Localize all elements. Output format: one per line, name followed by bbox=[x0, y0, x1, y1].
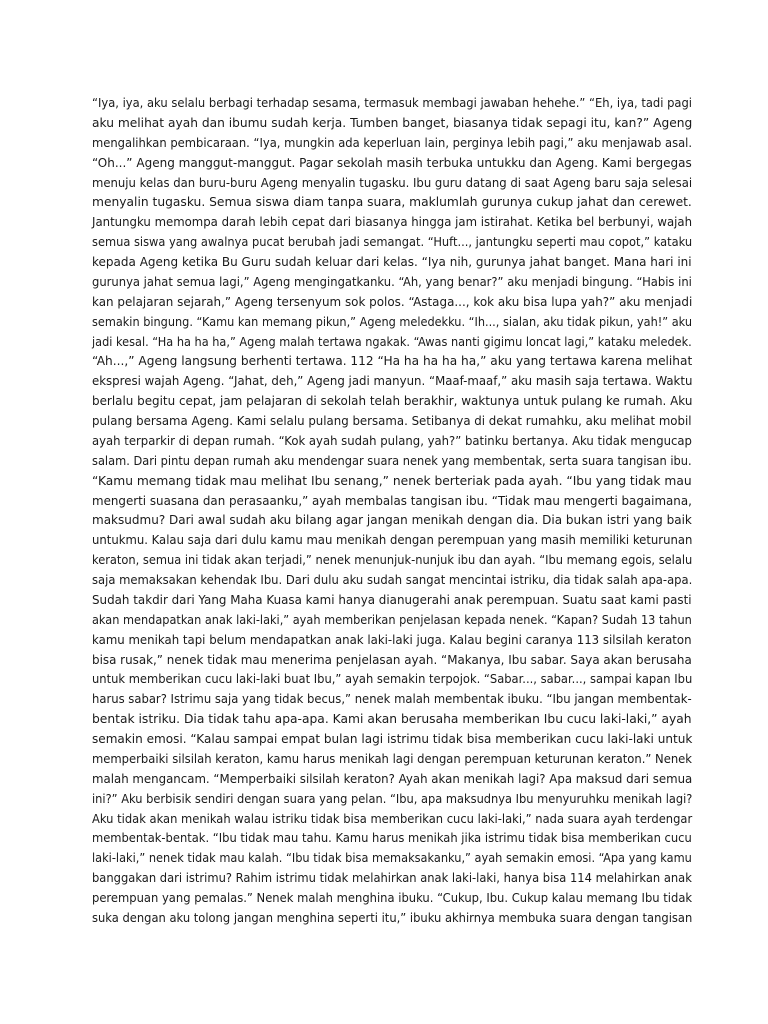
text-line: maksudmu? Dari awal sudah aku bilang agar jangan menikah dengan dia. Dia bukan istri yang baik bbox=[92, 512, 692, 528]
text-line: berlalu begitu cepat, jam pelajaran di sekolah telah berakhir, waktunya untuk pulang ke rumah. Aku bbox=[92, 393, 693, 409]
text-line: bentak istriku. Dia tidak tahu apa-apa. Kami akan berusaha memberikan Ibu cucu laki-laki,” ayah bbox=[92, 711, 692, 727]
text-line: pulang bersama Ageng. Kami selalu pulang bersama. Setibanya di dekat rumahku, aku melihat mobil bbox=[92, 413, 692, 428]
text-line: gurunya jahat semua lagi,” Ageng mengingatkanku. “Ah, yang benar?” aku menjadi bingung. “Habis ini bbox=[92, 273, 692, 289]
text-line: suka dengan aku tolong jangan menghina seperti itu,” ibuku akhirnya membuka suara dengan tangisan bbox=[92, 909, 693, 925]
text-line: Jantungku memompa darah lebih cepat dari biasanya hingga jam istirahat. Ketika bel berbunyi, wajah bbox=[92, 214, 693, 230]
text-line: Aku tidak akan menikah walau istriku tidak bisa memberikan cucu laki-laki,” nada suara ayah terdengar bbox=[92, 810, 693, 826]
text-line: mengerti suasana dan perasaanku,” ayah membalas tangisan ibu. “Tidak mau mengerti bagaimana, bbox=[92, 492, 692, 508]
text-line: ekspresi wajah Ageng. “Jahat, deh,” Ageng jadi manyun. “Maaf-maaf,” aku masih saja tertawa. Waktu bbox=[92, 373, 693, 389]
text-line: memperbaiki silsilah keraton, kamu harus menikah lagi dengan perempuan keturunan keraton.” Nenek bbox=[92, 750, 693, 766]
text-line: ini?” Aku berbisik sendiri dengan suara yang pelan. “Ibu, apa maksudnya Ibu menyuruhku menikah lagi? bbox=[92, 790, 693, 806]
text-line: bisa rusak,” nenek tidak mau menerima penjelasan ayah. “Makanya, Ibu sabar. Saya akan berusaha bbox=[92, 651, 692, 667]
text-line: “Kamu memang tidak mau melihat Ibu senang,” nenek berteriak pada ayah. “Ibu yang tidak mau bbox=[92, 472, 692, 488]
text-line: mengalihkan pembicaraan. “Iya, mungkin ada keperluan lain, perginya lebih pagi,” aku menjawab asal. bbox=[92, 134, 693, 150]
text-line: banggakan dari istrimu? Rahim istrimu tidak melahirkan anak laki-laki, hanya bisa 114 melahirkan anak bbox=[92, 870, 692, 886]
text-line: jadi kesal. “Ha ha ha ha,” Ageng malah tertawa ngakak. “Awas nanti gigimu loncat lagi,” kataku meledek. bbox=[92, 333, 692, 349]
text-line: laki-laki,” nenek tidak mau kalah. “Ibu tidak bisa memaksakanku,” ayah semakin emosi. “Apa yang kamu bbox=[92, 850, 692, 866]
text-line: akan mendapatkan anak laki-laki,” ayah memberikan penjelasan kepada nenek. “Kapan? Sudah 13 tahun bbox=[92, 611, 692, 627]
text-line: semakin bingung. “Kamu kan memang pikun,” Ageng meledekku. “Ih..., sialan, aku tidak pikun, yah!” aku bbox=[92, 313, 693, 329]
text-line: ayah terparkir di depan rumah. “Kok ayah sudah pulang, yah?” batinku bertanya. Aku tidak mengucap bbox=[92, 432, 692, 448]
text-line: aku melihat ayah dan ibumu sudah kerja. Tumben banget, biasanya tidak sepagi itu, kan?” Ageng bbox=[92, 114, 693, 130]
text-line: semua siswa yang awalnya pucat berubah jadi semangat. “Huft..., jantungku seperti mau copot,” kataku bbox=[92, 234, 693, 250]
text-line: untukmu. Kalau saja dari dulu kamu mau menikah dengan perempuan yang masih memiliki keturunan bbox=[92, 532, 693, 548]
text-line: Sudah takdir dari Yang Maha Kuasa kami hanya dianugerahi anak perempuan. Suatu saat kami pasti bbox=[92, 591, 692, 607]
text-line: salam. Dari pintu depan rumah aku mendengar suara nenek yang membentak, serta suara tangisan ibu. bbox=[92, 452, 692, 468]
text-line: harus sabar? Istrimu saja yang tidak becus,” nenek malah membentak ibuku. “Ibu jangan membentak- bbox=[92, 691, 692, 707]
text-line: semakin emosi. “Kalau sampai empat bulan lagi istrimu tidak bisa memberikan cucu laki-laki untuk bbox=[92, 731, 693, 746]
text-line: perempuan yang pemalas.” Nenek malah menghina ibuku. “Cukup, Ibu. Cukup kalau memang Ibu tidak bbox=[92, 890, 693, 905]
text-line: untuk memberikan cucu laki-laki buat Ibu,” ayah semakin terpojok. “Sabar..., sabar..., sampai kapan Ibu bbox=[92, 671, 693, 687]
text-line: kamu menikah tapi belum mendapatkan anak laki-laki juga. Kalau begini caranya 113 silsilah keraton bbox=[92, 631, 692, 647]
text-line: malah mengancam. “Memperbaiki silsilah keraton? Ayah akan menikah lagi? Apa maksud dari semua bbox=[92, 770, 693, 786]
text-line: menuju kelas dan buru-buru Ageng menyalin tugasku. Ibu guru datang di saat Ageng baru saja selesai bbox=[92, 174, 693, 190]
text-line: menyalin tugasku. Semua siswa diam tanpa suara, maklumlah gurunya cukup jahat dan cerewet. bbox=[92, 194, 692, 210]
text-line: “Iya, iya, aku selalu berbagi terhadap sesama, termasuk membagi jawaban hehehe.” “Eh, iya, tadi pagi bbox=[92, 95, 693, 110]
text-line: saja memaksakan kehendak Ibu. Dari dulu aku sudah sangat mencintai istriku, dia tidak salah apa-apa. bbox=[92, 572, 693, 587]
text-line: keraton, semua ini tidak akan terjadi,” nenek menunjuk-nunjuk ibu dan ayah. “Ibu memang egois, selalu bbox=[92, 552, 693, 568]
text-line: kan pelajaran sejarah,” Ageng tersenyum sok polos. “Astaga..., kok aku bisa lupa yah?” aku menjadi bbox=[92, 293, 693, 309]
text-line: “Oh...” Ageng manggut-manggut. Pagar sekolah masih terbuka untukku dan Ageng. Kami bergegas bbox=[92, 154, 692, 170]
text-line: membentak-bentak. “Ibu tidak mau tahu. Kamu harus menikah jika istrimu tidak bisa memberikan cucu bbox=[92, 830, 692, 846]
text-line: “Ah...,” Ageng langsung berhenti tertawa. 112 “Ha ha ha ha ha,” aku yang tertawa karena melihat bbox=[92, 353, 693, 369]
body-text bbox=[92, 93, 692, 928]
text-line: kepada Ageng ketika Bu Guru sudah keluar dari kelas. “Iya nih, gurunya jahat banget. Mana hari ini bbox=[92, 254, 692, 269]
